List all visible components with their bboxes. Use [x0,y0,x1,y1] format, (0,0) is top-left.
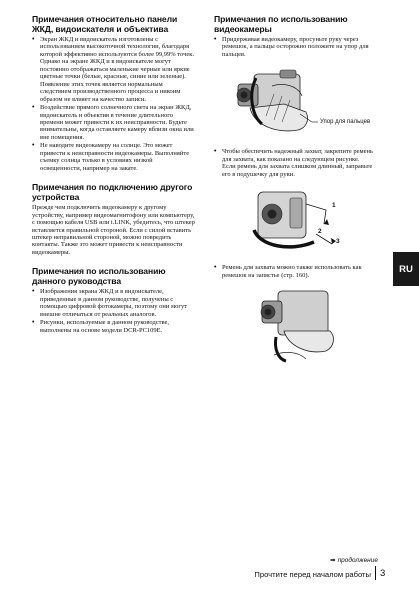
strap-fastening-illustration [214,184,374,258]
section-body-connection: Прежде чем подключить видеокамеру к другому устройству, например видеомагнитофону или компьютеру, с помощью кабеля USB или i.LINK, убедитесь, что штекер вставляется правильной стороной. Если с силой вставить штекер неправильной стороной, можно повредить контакты. Также это может привести к неисправности видеокамеры. [32,204,195,256]
list-item: • Воздействие прямого солнечного света на экран ЖКД, видоискатель и объектив в течение длительного времени может привести к их неисправности. Будьте внимательны, когда оставляете камеру вблизи окна или вне помещения. [32,104,195,141]
section-title-camera-use: Примечания по использованию видеокамеры [214,14,348,34]
list-item: • Ремень для захвата можно также использовать как ремешок на запястье (стр. 160). [214,264,374,279]
section-manual-notes [32,266,195,334]
step-label: 1 [332,202,336,210]
page-number: 3 [380,568,386,579]
bullet-text-continued: Однако на экране ЖКД и в видоискателе могут постоянно отображаться маленькие черные или яркие цветные точки (белые, красные, синие или зеленые). Появление этих точек является нормальным следствием производственного процесса и никоим образом не влияет на качество записи. [40,58,190,103]
camera-in-hand-illustration [214,64,374,142]
figure-wrist-strap [214,285,374,363]
figure-strap-steps [214,184,374,258]
figure-caption-finger-rest: Упор для пальцев [320,119,371,126]
bullet-list-strap [214,148,374,178]
bullet-text: Экран ЖКД и видоискатель изготовлены с использованием высокоточной технологии, благодаря которой эффективно используются более 99,99% точек. [40,36,195,58]
figure-hand-grip [214,64,374,142]
arrow-right-icon: ➡ [330,557,336,564]
step-label: 2 [318,228,322,236]
list-item: • Чтобы обеспечить надежный захват, закрепите ремень для захвата, как показано на следующем рисунке. Если ремень для захвата слишком длинный, заправьте его в подушечку для руки. [214,148,374,178]
footer-section-title: Прочтите перед началом работы [254,570,371,579]
language-tab: RU [393,252,419,286]
list-item: • Рисунки, используемые в данном руководстве, выполнены на основе модели DCR-PC109E. [32,319,195,334]
section-lcd-notes [32,14,195,172]
step-label: 3 [336,238,340,246]
section-title-lcd: Примечания относительно панели ЖКД, видоискателя и объектива [32,14,178,34]
list-item: • Не наводите видеокамеру на солнце. Это может привести к неисправности видеокамеры. Выполняйте съемку солнца только в условиях низкой освещенности, например на закате. [32,142,195,172]
list-item: • Придерживая видеокамеру, просуньте руку через ремешок, а пальцы осторожно положите на упор для пальцев. [214,36,374,58]
right-column [214,14,374,369]
bullet-list-camera [214,36,374,58]
wrist-strap-illustration [214,285,374,363]
continue-indicator [330,556,378,564]
bullet-list-wrist [214,264,374,279]
list-item [32,36,195,103]
left-column [32,14,195,344]
list-item: • Изображения экрана ЖКД и в видоискателе, приведенные в данном руководстве, получены с помощью цифровой фотокамеры, поэтому они могут внешне отличаться от реальных аналогов. [32,288,195,318]
footer-divider [375,566,376,580]
section-title-manual: Примечания по использованию данного руководства [32,266,166,287]
bullet-list-manual [32,288,195,334]
section-title-connection: Примечания по подключению другого устройства [32,182,193,203]
bullet-list-lcd [32,36,195,172]
section-connection-notes [32,182,195,256]
continue-label: продолжение [337,557,378,564]
